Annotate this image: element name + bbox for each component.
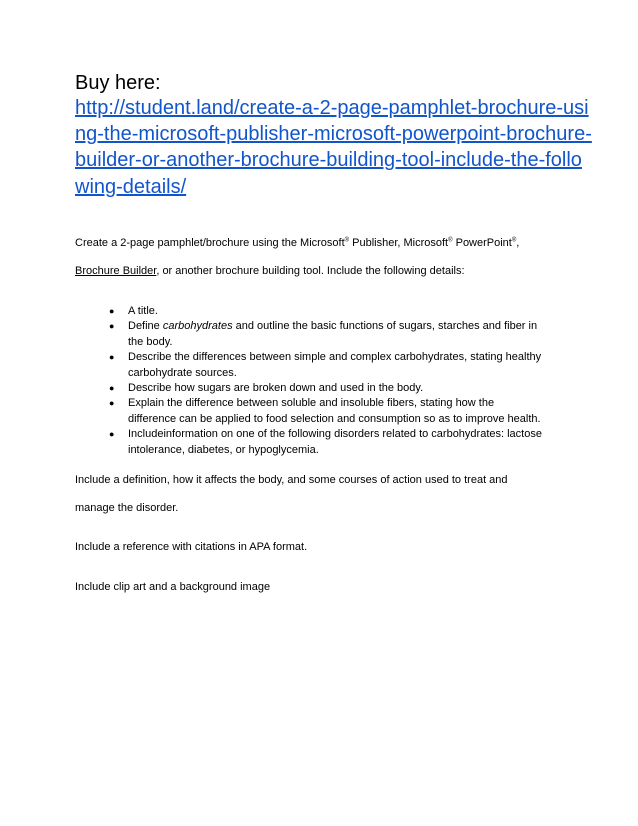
- emphasis-text: carbohydrates: [162, 320, 233, 333]
- intro-text: , or another brochure building tool. Include the following details:: [156, 265, 465, 277]
- list-item-text: difference can be applied to food selection and consumption so as to improve health.: [128, 412, 541, 425]
- list-item: [109, 319, 568, 350]
- list-item-text: Describe the differences between simple and complex carbohydrates, stating healthy: [128, 351, 542, 364]
- bullet-icon: ●: [109, 306, 115, 316]
- brochure-builder-link[interactable]: Brochure Builder: [75, 265, 157, 277]
- list-item-text: Explain the difference between soluble and insoluble fibers, stating how the: [128, 397, 495, 410]
- list-item-text: the body.: [128, 335, 173, 348]
- intro-text: PowerPoint: [452, 237, 512, 249]
- registered-mark: ®: [448, 237, 453, 244]
- list-item: [109, 304, 568, 319]
- registered-mark: ®: [344, 237, 350, 244]
- bullet-icon: ●: [109, 429, 115, 440]
- list-item: [109, 381, 568, 396]
- list-item-text: intolerance, diabetes, or hypoglycemia.: [128, 443, 319, 456]
- bullet-icon: ●: [109, 352, 115, 363]
- purchase-link-line: ng-the-microsoft-publisher-microsoft-powerpoint-brochure-: [75, 123, 592, 146]
- intro-line-1: [75, 236, 519, 250]
- list-item: [109, 350, 568, 381]
- intro-text: Publisher, Microsoft: [349, 237, 449, 249]
- bullet-icon: ●: [109, 383, 115, 394]
- list-item-text: Describe how sugars are broken down and used in the body.: [128, 382, 424, 395]
- purchase-link-line: http://student.land/create-a-2-page-pamphlet-brochure-usi: [75, 97, 589, 119]
- list-item-text: carbohydrate sources.: [128, 366, 237, 379]
- details-list: [109, 304, 568, 458]
- purchase-link[interactable]: [75, 95, 592, 200]
- clipart-paragraph: Include clip art and a background image: [75, 581, 271, 593]
- list-item-text: A title.: [128, 305, 158, 317]
- intro-text: Create a 2-page pamphlet/brochure using the Microsoft: [75, 237, 345, 249]
- intro-line-2: [75, 264, 465, 278]
- buy-here-label: Buy here:: [75, 72, 161, 94]
- definition-paragraph-line-2: manage the disorder.: [75, 502, 179, 514]
- bullet-icon: ●: [109, 321, 115, 332]
- reference-paragraph: Include a reference with citations in APA format.: [75, 541, 308, 553]
- list-item: [109, 427, 568, 458]
- registered-mark: ®: [511, 237, 517, 244]
- list-item-text: Define: [128, 320, 163, 333]
- bullet-icon: ●: [109, 398, 115, 409]
- definition-paragraph-line-1: Include a definition, how it affects the body, and some courses of action used to treat and: [75, 474, 508, 486]
- list-item: [109, 396, 568, 427]
- list-item-text: Includeinformation on one of the following disorders related to carbohydrates: lactose: [128, 428, 542, 441]
- intro-text: ,: [516, 237, 520, 249]
- list-item-text: and outline the basic functions of sugars, starches and fiber in: [232, 320, 538, 333]
- purchase-link-line: builder-or-another-brochure-building-tool-include-the-follo: [75, 149, 582, 172]
- purchase-link-line: wing-details/: [75, 175, 187, 198]
